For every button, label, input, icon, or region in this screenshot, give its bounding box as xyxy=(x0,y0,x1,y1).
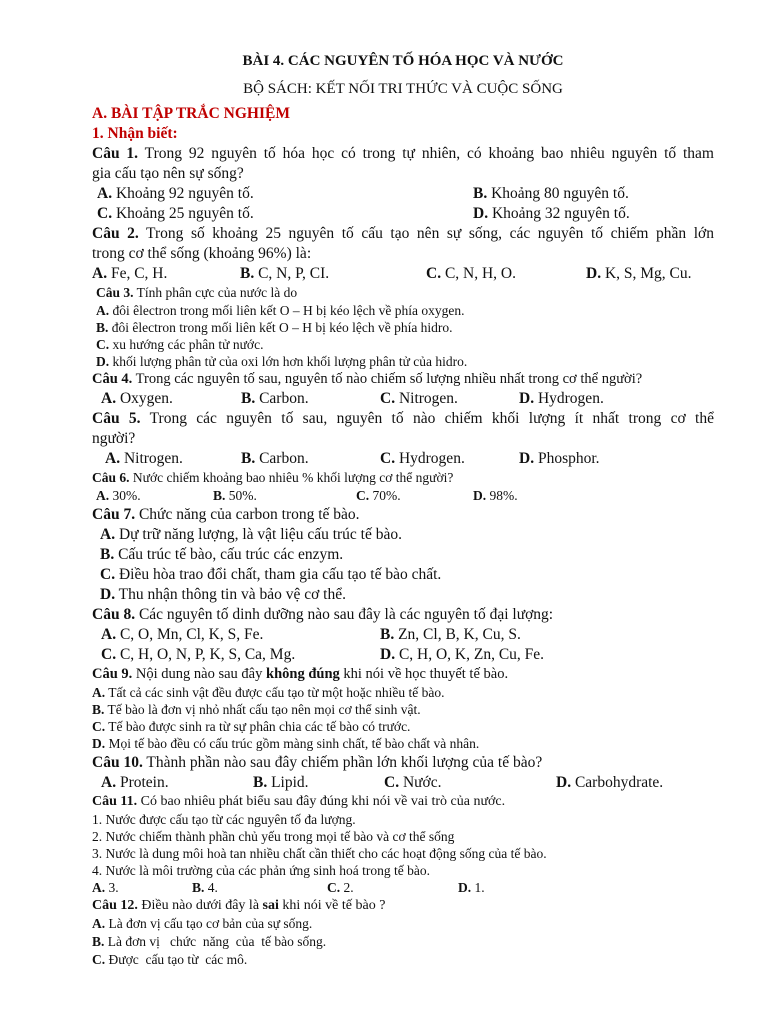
question-label: Câu 4. xyxy=(92,371,133,387)
question-emphasis: không đúng xyxy=(266,666,340,682)
question-text: Trong các nguyên tố sau, nguyên tố nào chiếm khối lượng ít nhất trong cơ thể xyxy=(140,410,714,427)
q11-statement-2: 2. Nước chiếm thành phần chủ yếu trong mọi tế bào và cơ thể sống xyxy=(92,829,455,844)
q3-option-c: C. xu hướng các phân tử nước. xyxy=(96,337,264,352)
q3-option-a: A. đôi êlectron trong mối liên kết O – H bị kéo lệch về phía oxygen. xyxy=(96,303,465,318)
q11-statement-4: 4. Nước là môi trường của các phản ứng sinh hoá trong tế bào. xyxy=(92,863,431,878)
question-label: Câu 11. xyxy=(92,794,138,809)
document-page xyxy=(92,48,714,969)
q4-option-a: A. Oxygen. xyxy=(101,390,173,407)
question-label: Câu 2. xyxy=(92,225,139,242)
question-1 xyxy=(92,144,714,164)
section-heading: A. BÀI TẬP TRẮC NGHIỆM xyxy=(92,105,290,122)
q6-option-b: B. 50%. xyxy=(213,488,257,503)
q1-option-c: C. Khoảng 25 nguyên tố. xyxy=(97,205,254,222)
q4-option-b: B. Carbon. xyxy=(241,390,309,407)
doc-subtitle: BỘ SÁCH: KẾT NỐI TRI THỨC VÀ CUỘC SỐNG xyxy=(243,81,563,97)
q5-option-d: D. Phosphor. xyxy=(519,450,600,467)
question-5 xyxy=(92,409,714,429)
question-9 xyxy=(92,665,714,684)
q8-option-a: A. C, O, Mn, Cl, K, S, Fe. xyxy=(101,626,264,643)
question-text: Điều nào dưới đây là xyxy=(137,898,263,913)
question-12 xyxy=(92,897,714,915)
q2-option-d: D. K, S, Mg, Cu. xyxy=(586,265,692,282)
question-text: Trong 92 nguyên tố hóa học có trong tự nhiên, có khoảng bao nhiêu nguyên tố tham xyxy=(138,145,714,162)
q3-option-d: D. khối lượng phân tử của oxi lớn hơn khối lượng phân tử của hidro. xyxy=(96,354,468,369)
question-text-end: khi nói về tế bào ? xyxy=(278,898,386,913)
q1-option-a: A. Khoảng 92 nguyên tố. xyxy=(97,185,254,202)
q1-option-b: B. Khoảng 80 nguyên tố. xyxy=(473,185,629,202)
q11-statement-1: 1. Nước được cấu tạo từ các nguyên tố đa lượng. xyxy=(92,812,356,827)
question-text: Các nguyên tố dinh dưỡng nào sau đây là các nguyên tố đại lượng: xyxy=(135,606,554,623)
question-2 xyxy=(92,224,714,244)
q12-option-b: B. Là đơn vị chức năng của tế bào sống. xyxy=(92,934,327,949)
question-label: Câu 7. xyxy=(92,506,136,523)
q11-statement-3: 3. Nước là dung môi hoà tan nhiều chất cần thiết cho các hoạt động sống của tế bào. xyxy=(92,846,547,861)
q7-option-c: C. Điều hòa trao đổi chất, tham gia cấu tạo tế bào chất. xyxy=(100,566,442,583)
q9-option-d: D. Mọi tế bào đều có cấu trúc gồm màng sinh chất, tế bào chất và nhân. xyxy=(92,736,480,751)
question-6 xyxy=(92,469,714,487)
question-text-end: khi nói về học thuyết tế bào. xyxy=(339,666,509,682)
question-label: Câu 10. xyxy=(92,754,143,771)
question-label: Câu 8. xyxy=(92,606,136,623)
q10-option-b: B. Lipid. xyxy=(253,774,309,791)
question-label: Câu 5. xyxy=(92,410,141,427)
q1-option-d: D. Khoảng 32 nguyên tố. xyxy=(473,205,630,222)
q11-option-a: A. 3. xyxy=(92,880,119,895)
q9-option-c: C. Tế bào được sinh ra từ sự phân chia các tế bào có trước. xyxy=(92,719,411,734)
question-11 xyxy=(92,793,714,811)
q10-option-d: D. Carbohydrate. xyxy=(556,774,664,791)
q8-options-row-2 xyxy=(92,645,714,665)
q11-option-d: D. 1. xyxy=(458,880,485,895)
question-label: Câu 1. xyxy=(92,145,139,162)
question-emphasis: sai xyxy=(262,898,279,913)
question-text: Thành phần nào sau đây chiếm phần lớn khối lượng của tế bào? xyxy=(142,754,543,771)
question-10 xyxy=(92,752,714,773)
q8-option-b: B. Zn, Cl, B, K, Cu, S. xyxy=(380,626,521,643)
q2-option-a: A. Fe, C, H. xyxy=(92,265,168,282)
q6-option-c: C. 70%. xyxy=(356,488,401,503)
q5-option-c: C. Hydrogen. xyxy=(380,450,465,467)
question-8 xyxy=(92,605,714,625)
q10-option-c: C. Nước. xyxy=(384,774,442,791)
q7-option-b: B. Cấu trúc tế bào, cấu trúc các enzym. xyxy=(100,546,344,563)
q2-option-b: B. C, N, P, CI. xyxy=(240,265,330,282)
q12-option-c: C. Được cấu tạo từ các mô. xyxy=(92,952,248,967)
q10-options-row xyxy=(92,773,714,793)
q7-option-a: A. Dự trữ năng lượng, là vật liệu cấu trúc tế bào. xyxy=(100,526,402,543)
q5-option-b: B. Carbon. xyxy=(241,450,309,467)
question-text: Có bao nhiêu phát biểu sau đây đúng khi nói về vai trò của nước. xyxy=(137,794,506,809)
q8-option-d: D. C, H, O, K, Zn, Cu, Fe. xyxy=(380,646,545,663)
q9-option-b: B. Tế bào là đơn vị nhỏ nhất cấu tạo nên mọi cơ thể sinh vật. xyxy=(92,702,421,717)
q6-option-a: A. 30%. xyxy=(96,488,141,503)
level-heading: 1. Nhận biết: xyxy=(92,125,178,142)
question-text: Trong số khoảng 25 nguyên tố cấu tạo nên sự sống, các nguyên tố chiếm phần lớn xyxy=(138,225,714,242)
question-5-cont: người? xyxy=(92,430,136,447)
q4-options-row xyxy=(92,389,714,409)
question-label: Câu 3. xyxy=(96,285,134,300)
question-4 xyxy=(92,370,714,389)
question-text: Nội dung nào sau đây xyxy=(132,666,266,682)
q9-option-a: A. Tất cả các sinh vật đều được cấu tạo từ một hoặc nhiều tế bào. xyxy=(92,685,445,700)
q3-option-b: B. đôi êlectron trong mối liên kết O – H bị kéo lệch về phía hidro. xyxy=(96,320,453,335)
question-text: Trong các nguyên tố sau, nguyên tố nào chiếm số lượng nhiều nhất trong cơ thể người? xyxy=(132,371,643,387)
q11-option-b: B. 4. xyxy=(192,880,218,895)
question-2-cont: trong cơ thể sống (khoảng 96%) là: xyxy=(92,245,312,262)
question-7 xyxy=(92,505,714,525)
q10-option-a: A. Protein. xyxy=(101,774,169,791)
question-3 xyxy=(92,284,714,302)
q6-options-row xyxy=(92,487,714,505)
question-label: Câu 9. xyxy=(92,666,133,682)
question-text: Chức năng của carbon trong tế bào. xyxy=(135,506,360,523)
q5-options-row xyxy=(92,449,714,469)
question-text: Nước chiếm khoảng bao nhiêu % khối lượng cơ thể người? xyxy=(129,470,454,485)
q7-option-d: D. Thu nhận thông tin và bảo vệ cơ thể. xyxy=(100,586,346,603)
q1-options-row-1 xyxy=(92,184,714,204)
question-text: Tính phân cực của nước là do xyxy=(133,285,298,300)
q2-option-c: C. C, N, H, O. xyxy=(426,265,516,282)
q4-option-d: D. Hydrogen. xyxy=(519,390,604,407)
q5-option-a: A. Nitrogen. xyxy=(105,450,183,467)
question-1-cont: gia cấu tạo nên sự sống? xyxy=(92,165,244,182)
q4-option-c: C. Nitrogen. xyxy=(380,390,458,407)
q8-option-c: C. C, H, O, N, P, K, S, Ca, Mg. xyxy=(101,646,296,663)
q2-options-row xyxy=(92,264,714,284)
question-label: Câu 6. xyxy=(92,470,130,485)
q12-option-a: A. Là đơn vị cấu tạo cơ bản của sự sống. xyxy=(92,916,313,931)
q8-options-row-1 xyxy=(92,625,714,645)
doc-title: BÀI 4. CÁC NGUYÊN TỐ HÓA HỌC VÀ NƯỚC xyxy=(242,53,564,69)
q6-option-d: D. 98%. xyxy=(473,488,518,503)
question-label: Câu 12. xyxy=(92,898,138,913)
q11-option-c: C. 2. xyxy=(327,880,354,895)
q1-options-row-2 xyxy=(92,204,714,224)
q11-options-row xyxy=(92,879,714,897)
